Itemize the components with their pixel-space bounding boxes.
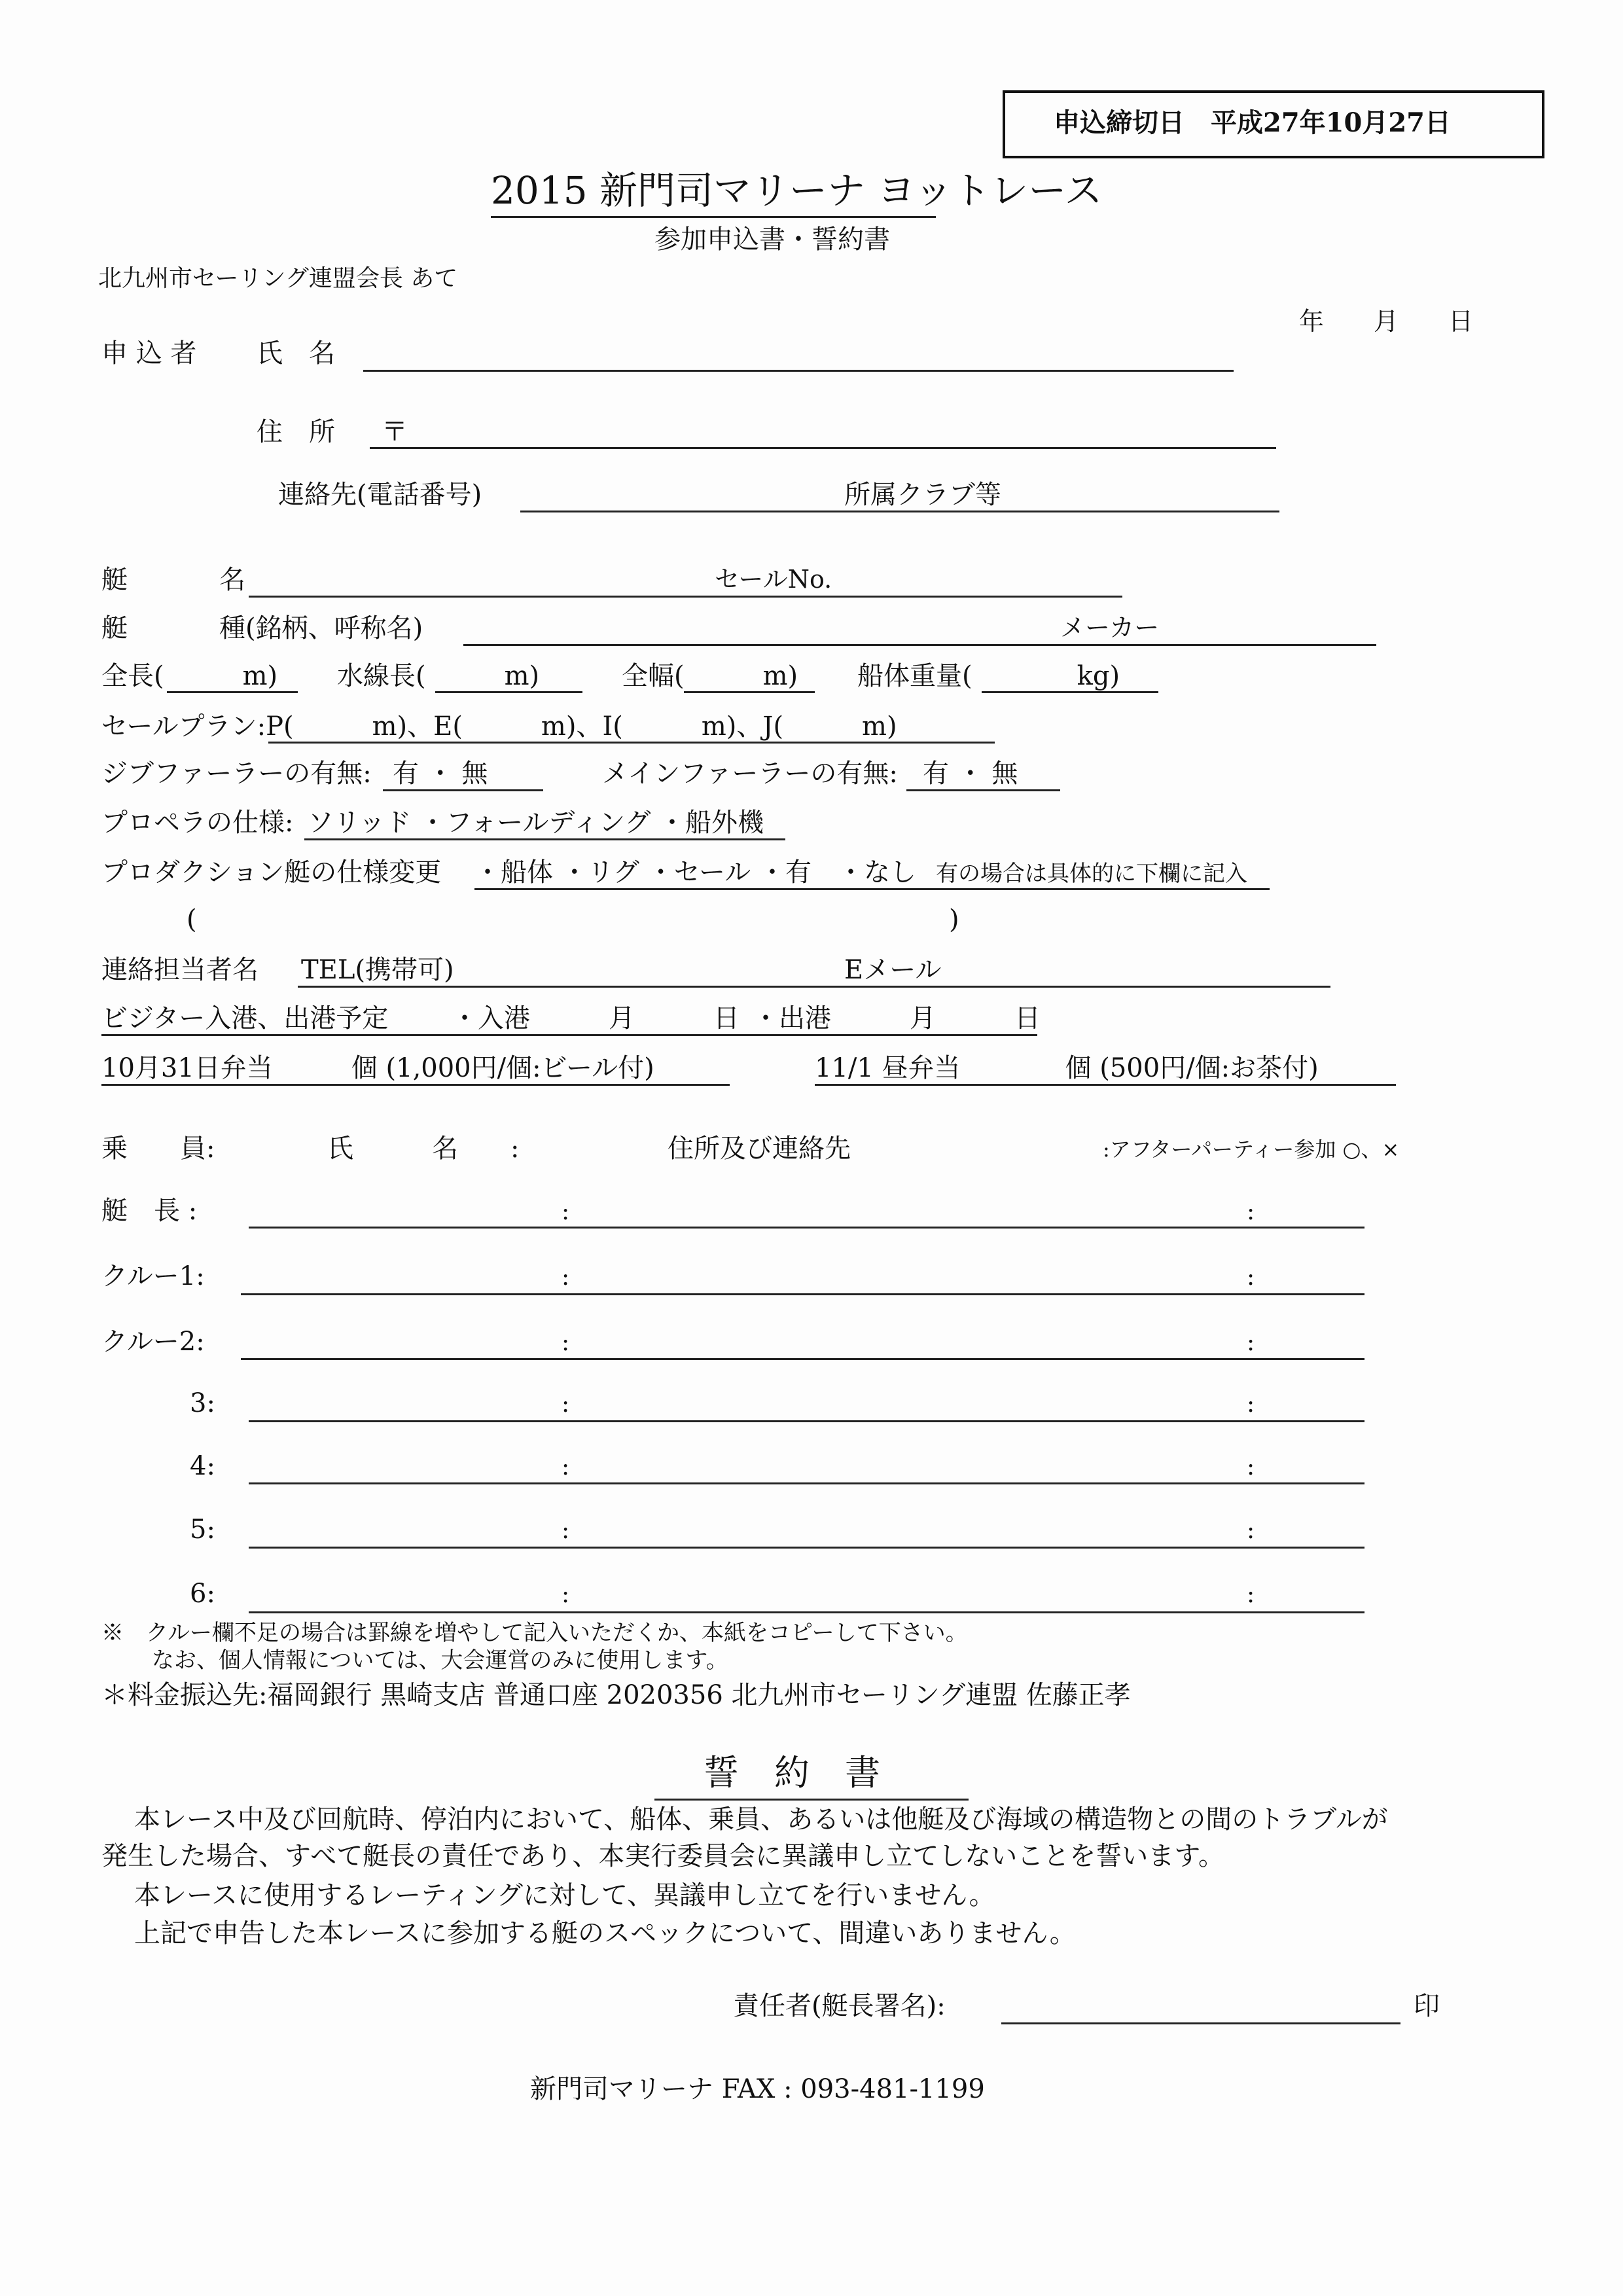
- contact-person-label: 連絡担当者名: [101, 955, 259, 985]
- crew-row-colon: :: [1247, 1198, 1255, 1225]
- crew-row-label: 6:: [190, 1579, 215, 1609]
- pledge-line: 本レースに使用するレーティングに対して、異議申し立てを行いません。: [134, 1880, 995, 1910]
- address-line[interactable]: [370, 447, 1276, 449]
- crew-row-colon: :: [562, 1454, 570, 1480]
- name-label: 氏 名: [257, 338, 335, 368]
- production-options[interactable]: ・船体 ・リグ ・セール ・有 ・なし: [474, 857, 916, 888]
- email-label: Eメール: [844, 955, 942, 985]
- crew-row-colon: :: [562, 1391, 570, 1418]
- name-line[interactable]: [363, 370, 1234, 372]
- production-label: プロダクション艇の仕様変更: [101, 857, 442, 888]
- lunch-oct31[interactable]: 10月31日弁当 個 (1,000円/個:ビール付): [101, 1053, 654, 1083]
- main-furler-options[interactable]: 有 ・ 無: [923, 759, 1018, 789]
- main-furler-label: メインファーラーの有無:: [602, 759, 898, 789]
- signature-line[interactable]: [1001, 2022, 1400, 2024]
- beam-field: 全幅( m): [622, 661, 798, 691]
- crew-row-line[interactable]: [241, 1293, 1364, 1295]
- crew-header-name: 氏 名 :: [327, 1134, 520, 1164]
- addressee: 北九州市セーリング連盟会長 あて: [98, 265, 458, 292]
- club-label: 所属クラブ等: [844, 480, 1001, 510]
- applicant-label: 申 込 者: [101, 338, 197, 368]
- sailplan-underline[interactable]: [268, 742, 995, 744]
- postal-mark: 〒: [382, 417, 408, 447]
- crew-row-line[interactable]: [249, 1482, 1364, 1484]
- propeller-underline: [304, 838, 785, 840]
- crew-row-colon: :: [562, 1581, 570, 1608]
- crew-row-colon: :: [1247, 1391, 1255, 1418]
- boat-name-line[interactable]: [249, 596, 1122, 598]
- title-underline: [491, 216, 936, 218]
- crew-row-colon: :: [1247, 1581, 1255, 1608]
- sailplan-field: セールプラン:P( m)、E( m)、I( m)、J( m): [101, 711, 897, 742]
- boat-name-label2: 名: [219, 565, 245, 595]
- crew-row-label: 3:: [190, 1388, 215, 1418]
- sail-no-label: セールNo.: [715, 565, 832, 594]
- loa-underline[interactable]: [167, 691, 298, 693]
- crew-header-label: 乗 員:: [101, 1134, 215, 1164]
- contact-underline[interactable]: [298, 986, 1330, 988]
- crew-row-label: 艇 長 :: [101, 1196, 198, 1226]
- lunch-nov1[interactable]: 11/1 昼弁当 個 (500円/個:お茶付): [815, 1053, 1319, 1083]
- lunch-oct31-underline: [101, 1084, 730, 1086]
- boat-type-label2: 種(銘柄、呼称名): [219, 613, 423, 643]
- weight-field: 船体重量( kg): [857, 661, 1120, 691]
- visitor-entry[interactable]: ・入港 月 日: [452, 1003, 740, 1033]
- weight-underline[interactable]: [982, 691, 1158, 693]
- production-underline: [474, 888, 1270, 890]
- pledge-line: 発生した場合、すべて艇長の責任であり、本実行委員会に異議申し立てしないことを誓います。: [101, 1841, 1224, 1871]
- tel-label: TEL(携帯可): [301, 955, 454, 985]
- page-subtitle: 参加申込書・誓約書: [654, 224, 890, 255]
- boat-name-label: 艇: [101, 565, 128, 595]
- crew-row-line[interactable]: [249, 1611, 1364, 1613]
- propeller-options[interactable]: ソリッド ・フォールディング ・船外機: [308, 808, 764, 838]
- crew-row-colon: :: [562, 1198, 570, 1225]
- crew-row-label: 5:: [190, 1515, 215, 1545]
- loa-field: 全長( m): [101, 661, 278, 691]
- beam-underline[interactable]: [684, 691, 815, 693]
- visitor-label: ビジター入港、出港予定: [101, 1003, 389, 1033]
- crew-row-line[interactable]: [249, 1227, 1364, 1229]
- boat-type-label: 艇: [101, 613, 128, 643]
- crew-row-colon: :: [562, 1517, 570, 1544]
- lwl-field: 水線長( m): [337, 661, 540, 691]
- note-line: なお、個人情報については、大会運営のみに使用します。: [152, 1647, 728, 1674]
- pledge-title-underline: [654, 1799, 969, 1801]
- bank-info: ＊料金振込先:福岡銀行 黒崎支店 普通口座 2020356 北九州市セーリング連盟 佐藤正孝: [101, 1680, 1131, 1710]
- fax-footer: 新門司マリーナ FAX : 093-481-1199: [530, 2074, 985, 2104]
- crew-row-colon: :: [562, 1264, 570, 1291]
- crew-row-label: 4:: [190, 1451, 215, 1481]
- crew-header-party: :アフターパーティー参加 ○、×: [1103, 1137, 1400, 1162]
- crew-row-colon: :: [562, 1329, 570, 1356]
- seal-mark: 印: [1414, 1991, 1440, 2021]
- production-close-paren: ): [949, 905, 959, 935]
- boat-type-line[interactable]: [463, 644, 1376, 646]
- signature-label: 責任者(艇長署名):: [733, 1991, 946, 2021]
- page-title: 2015 新門司マリーナ ヨットレース: [491, 168, 1103, 213]
- crew-row-colon: :: [1247, 1454, 1255, 1480]
- crew-row-label: クルー1:: [101, 1261, 205, 1291]
- jib-furler-underline: [383, 789, 543, 791]
- pledge-line: 本レース中及び回航時、停泊内において、船体、乗員、あるいは他艇及び海域の構造物との間のトラブルが: [134, 1804, 1388, 1835]
- pledge-title: 誓 約 書: [704, 1752, 880, 1793]
- crew-row-colon: :: [1247, 1329, 1255, 1356]
- visitor-underline: [101, 1034, 1037, 1036]
- production-note: 有の場合は具体的に下欄に記入: [936, 861, 1247, 887]
- crew-header-address: 住所及び連絡先: [668, 1134, 851, 1164]
- maker-label: メーカー: [1060, 613, 1160, 642]
- address-label: 住 所: [257, 417, 335, 447]
- crew-row-line[interactable]: [241, 1358, 1364, 1360]
- phone-line[interactable]: [520, 511, 1279, 512]
- main-furler-underline: [906, 789, 1060, 791]
- crew-row-line[interactable]: [249, 1547, 1364, 1549]
- crew-row-label: クルー2:: [101, 1327, 205, 1357]
- lunch-nov1-underline: [815, 1084, 1396, 1086]
- crew-row-line[interactable]: [249, 1420, 1364, 1422]
- pledge-line: 上記で申告した本レースに参加する艇のスペックについて、間違いありません。: [134, 1918, 1076, 1948]
- crew-row-colon: :: [1247, 1517, 1255, 1544]
- crew-row-colon: :: [1247, 1264, 1255, 1291]
- propeller-label: プロペラの仕様:: [101, 808, 294, 838]
- visitor-exit[interactable]: ・出港 月 日: [753, 1003, 1041, 1033]
- deadline-text: 申込締切日 平成27年10月27日: [1054, 107, 1451, 138]
- production-open-paren: (: [187, 905, 197, 935]
- jib-furler-options[interactable]: 有 ・ 無: [393, 759, 488, 789]
- note-line: ※ クルー欄不足の場合は罫線を増やして記入いただくか、本紙をコピーして下さい。: [101, 1620, 968, 1646]
- lwl-underline[interactable]: [435, 691, 582, 693]
- jib-furler-label: ジブファーラーの有無:: [101, 759, 372, 789]
- date-field: 年 月 日: [1299, 307, 1474, 336]
- phone-label: 連絡先(電話番号): [278, 480, 482, 510]
